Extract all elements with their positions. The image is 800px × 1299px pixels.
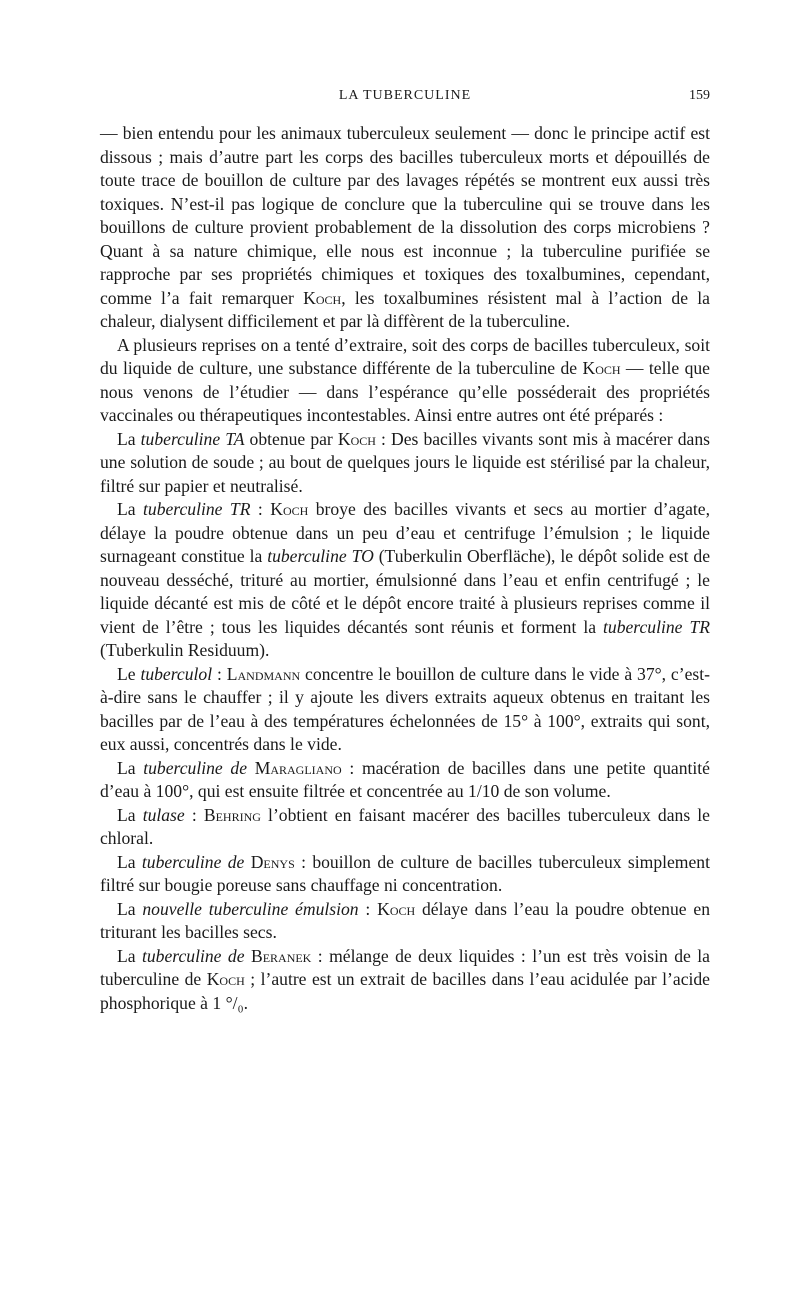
- small-caps-run: Maragliano: [254, 757, 342, 778]
- text-run: ; l’autre est un extrait de bacilles dans l’eau acidulée par l’acide phosphorique à 1 °/₀.: [100, 969, 710, 1013]
- small-caps-run: Denys: [250, 851, 295, 872]
- small-caps-run: Behring: [203, 804, 261, 825]
- paragraph-2: [100, 334, 710, 428]
- small-caps-run: Koch: [377, 898, 416, 919]
- text-run: — telle que nous venons de l’étudier — dans l’espérance qu’elle posséderait des propriétés vaccinales ou thérapeutiques incontestables. Ainsi entre autres ont été préparés :: [100, 358, 710, 425]
- text-run: : Des bacilles vivants sont mis à macérer dans une solution de soude ; au bout de quelques jours le liquide est stérilisé par la chaleur, filtré sur papier et neutralisé.: [100, 428, 710, 496]
- paragraph-tuberculine-tr: [100, 498, 710, 663]
- italic-run: tuberculine TA: [140, 428, 245, 449]
- text-run: :: [250, 499, 271, 519]
- text-run: : bouillon de culture de bacilles tuberculeux simplement filtré sur bougie poreuse sans chauffage ni concentration.: [100, 851, 710, 895]
- italic-run: nouvelle tuberculine émulsion: [142, 898, 359, 919]
- text-run: concentre le bouillon de culture dans le vide à 37°, c’est-à-dire sans le chauffer ; il y ajoute les divers extraits aqueux obtenus en traitant les bacilles par de l’eau à des températures échelonnées de 15° à 100°, extraits qui sont, eux aussi, concentrés dans le vide.: [100, 663, 710, 754]
- small-caps-run: Koch: [303, 287, 342, 308]
- italic-run: tulase: [142, 804, 185, 825]
- paragraph-1: [100, 122, 710, 334]
- text-run: : mélange de deux liquides : l’un est très voisin de la tuberculine de: [100, 945, 710, 989]
- paragraph-tulase: [100, 804, 710, 851]
- paragraph-tuberculine-ta: [100, 428, 710, 499]
- text-run: :: [212, 663, 227, 684]
- text-run: — bien entendu pour les animaux tuberculeux seulement — donc le principe actif est dissous ; mais d’autre part les corps des bacilles tuberculeux morts et dépouillés de toute trace de bouillon de culture par des lavages répétés se montrent eux aussi très toxiques. N’est-il pas logique de conclure que la tuberculine qui se trouve dans les bouillons de culture provient probablement de la dissolution des corps microbiens ? Quant à sa nature chimique, elle nous est inconnue ; la tuberculine purifiée se rapproche par ses propriétés chimiques et toxiques des toxalbumines, cependant, comme l’a fait remarquer: [100, 123, 710, 308]
- text-run: La: [117, 757, 144, 778]
- text-run: La: [117, 851, 142, 872]
- text-run: :: [358, 898, 378, 919]
- italic-run: tuberculine de: [142, 945, 245, 966]
- paragraph-nouvelle-tuberculine: [100, 898, 710, 945]
- italic-run: tuberculol: [140, 663, 213, 684]
- text-run: La: [117, 898, 143, 919]
- small-caps-run: Koch: [337, 428, 376, 449]
- text-run: l’obtient en faisant macérer des bacilles tuberculeux dans le chloral.: [100, 804, 710, 848]
- text-run: La: [117, 499, 144, 519]
- text-run: , les toxalbumines résistent mal à l’action de la chaleur, dialysent difficilement et par là diffèrent de la tuberculine.: [100, 287, 710, 331]
- italic-run: tuberculine de: [141, 851, 245, 872]
- small-caps-run: Landmann: [226, 663, 301, 684]
- text-run: obtenue par: [244, 428, 338, 449]
- text-run: (Tuberkulin Residuum).: [100, 640, 270, 660]
- small-caps-run: Beranek: [250, 945, 312, 966]
- text-run: : macération de bacilles dans une petite quantité d’eau à 100°, qui est ensuite filtrée et concentrée au 1/10 de son volume.: [100, 757, 710, 801]
- italic-run: tuberculine TR: [603, 616, 710, 637]
- small-caps-run: Koch: [270, 499, 309, 519]
- italic-run: tuberculine de: [143, 757, 248, 778]
- italic-run: tuberculine TO: [267, 546, 374, 566]
- paragraph-denys: [100, 851, 710, 898]
- text-run: La: [117, 945, 142, 966]
- italic-run: tuberculine TR: [143, 499, 251, 519]
- running-title: LA TUBERCULINE: [338, 88, 472, 103]
- text-run: La: [117, 428, 141, 449]
- paragraph-tuberculol: [100, 663, 710, 757]
- small-caps-run: Koch: [206, 969, 245, 989]
- text-run: La: [117, 804, 143, 825]
- text-run: :: [184, 804, 204, 825]
- page-number: 159: [689, 88, 710, 103]
- paragraph-maragliano: [100, 757, 710, 804]
- text-run: [247, 758, 255, 778]
- text-run: broye des bacilles vivants et secs au mortier d’agate, délaye la poudre obtenue dans un peu d’eau et centrifuge l’émulsion ; le liquide surnageant constitue la: [100, 499, 710, 566]
- paragraph-beranek: [100, 945, 710, 1016]
- text-run: délaye dans l’eau la poudre obtenue en triturant les bacilles secs.: [100, 898, 710, 942]
- page-header: [100, 88, 710, 108]
- small-caps-run: Koch: [582, 358, 621, 378]
- text-run: A plusieurs reprises on a tenté d’extraire, soit des corps de bacilles tuberculeux, soit du liquide de culture, une substance différente de la tuberculine de: [100, 334, 710, 378]
- text-run: (Tuberkulin Oberfläche), le dépôt solide est de nouveau desséché, trituré au mortier, émulsionné dans l’eau et enfin centrifugé ; le liquide décanté est mis de côté et le dépôt encore traité à plusieurs reprises comme il vient de l’être ; tous les liquides décantés sont réunis et forment la: [100, 546, 711, 637]
- text-run: Le: [117, 663, 141, 684]
- body-text: [100, 122, 710, 1015]
